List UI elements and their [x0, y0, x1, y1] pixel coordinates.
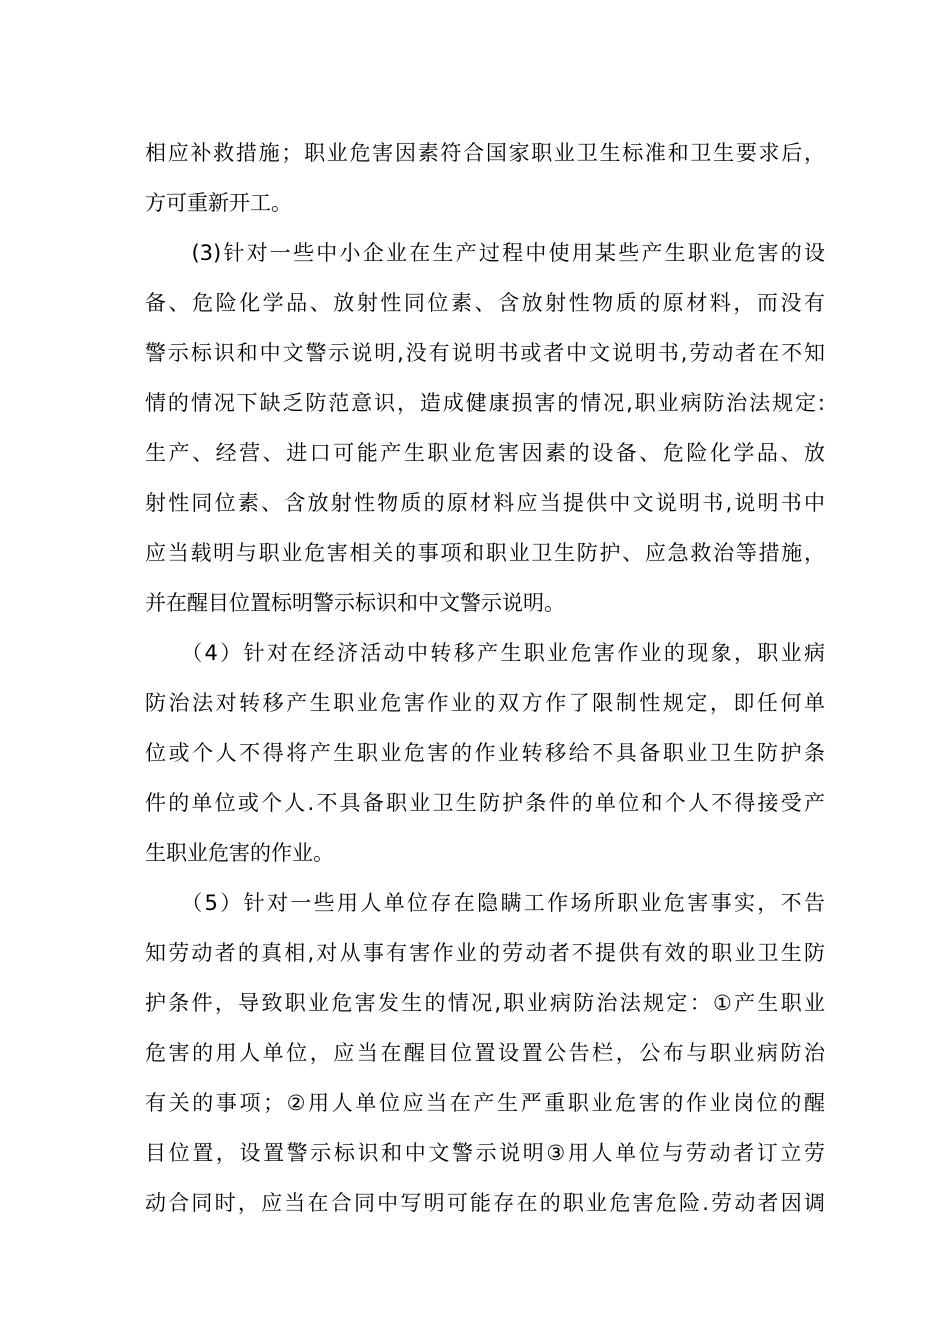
text-line: 防治法对转移产生职业危害作业的双方作了限制性规定，即任何单 — [145, 691, 825, 715]
text-line: 射性同位素、含放射性物质的原材料应当提供中文说明书,说明书中 — [145, 491, 825, 515]
text-line: 生产、经营、进口可能产生职业危害因素的设备、危险化学品、放 — [145, 441, 825, 465]
text-line: 并在醒目位置标明警示标识和中文警示说明。 — [145, 591, 565, 615]
text-line: 应当载明与职业危害相关的事项和职业卫生防护、应急救治等措施， — [145, 541, 825, 565]
text-line: (3)针对一些中小企业在生产过程中使用某些产生职业危害的设 — [145, 241, 825, 265]
text-line: 件的单位或个人.不具备职业卫生防护条件的单位和个人不得接受产 — [145, 791, 825, 815]
text-line: 警示标识和中文警示说明,没有说明书或者中文说明书,劳动者在不知 — [145, 341, 825, 365]
text-line: 动合同时，应当在合同中写明可能存在的职业危害危险.劳动者因调 — [145, 1191, 825, 1215]
text-line: 危害的用人单位，应当在醒目位置设置公告栏，公布与职业病防治 — [145, 1041, 825, 1065]
text-line: 生职业危害的作业。 — [145, 841, 334, 865]
text-line: 方可重新开工。 — [145, 191, 292, 215]
text-line: 护条件，导致职业危害发生的情况,职业病防治法规定：①产生职业 — [145, 991, 825, 1015]
text-line: 位或个人不得将产生职业危害的作业转移给不具备职业卫生防护条 — [145, 741, 825, 765]
text-line: 有关的事项；②用人单位应当在产生严重职业危害的作业岗位的醒 — [145, 1091, 825, 1115]
text-line: 情的情况下缺乏防范意识，造成健康损害的情况,职业病防治法规定: — [145, 391, 825, 415]
text-line: 备、危险化学品、放射性同位素、含放射性物质的原材料，而没有 — [145, 291, 825, 315]
text-line: 知劳动者的真相,对从事有害作业的劳动者不提供有效的职业卫生防 — [145, 941, 825, 965]
text-line: （5）针对一些用人单位存在隐瞒工作场所职业危害事实，不告 — [145, 891, 825, 915]
text-line: 目位置，设置警示标识和中文警示说明③用人单位与劳动者订立劳 — [145, 1141, 825, 1165]
body-text — [145, 128, 825, 1228]
text-line: 相应补救措施；职业危害因素符合国家职业卫生标准和卫生要求后， — [145, 141, 825, 165]
text-line: （4）针对在经济活动中转移产生职业危害作业的现象，职业病 — [145, 641, 825, 665]
